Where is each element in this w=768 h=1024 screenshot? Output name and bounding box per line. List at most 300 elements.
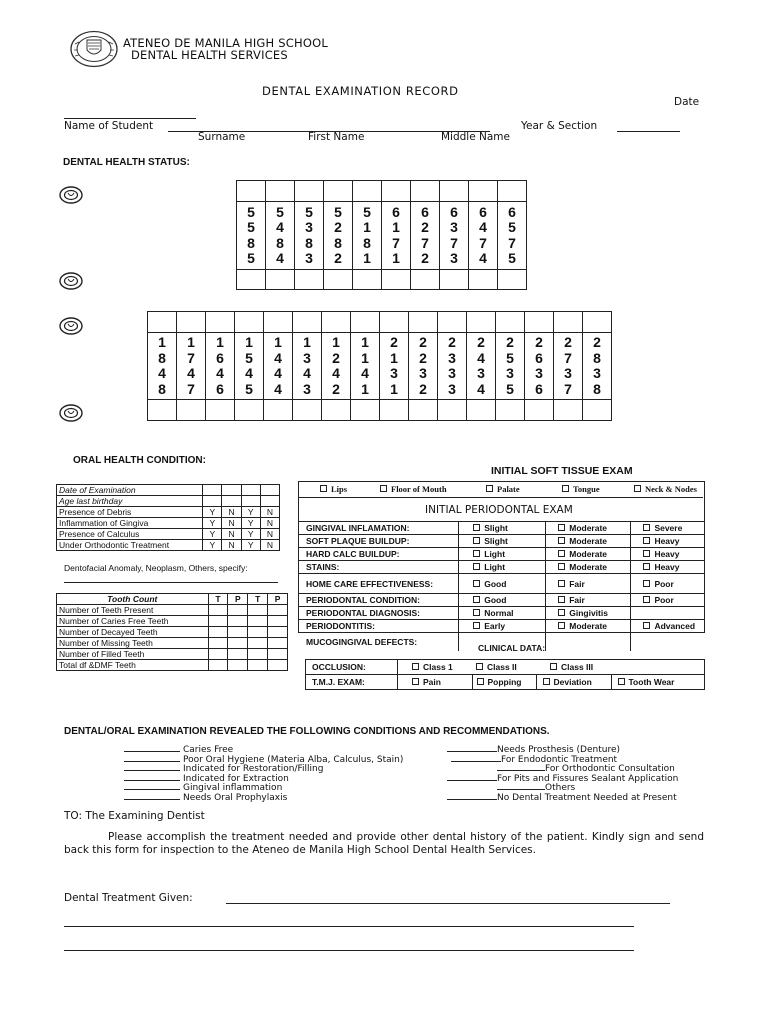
periodontal-option-label: Poor bbox=[654, 595, 674, 605]
primary-tooth-bottom-cell[interactable] bbox=[237, 270, 266, 290]
oral-health-cell[interactable]: N bbox=[260, 529, 279, 540]
tooth-number-lower: 7 5 bbox=[508, 234, 516, 266]
occlusion-class-1[interactable]: Class 1 bbox=[398, 660, 473, 675]
surname-caption: Surname bbox=[198, 131, 246, 143]
tooth-number bbox=[469, 202, 498, 270]
periodontal-row-label: PERIODONTAL DIAGNOSIS: bbox=[298, 607, 459, 620]
oral-health-cell[interactable] bbox=[241, 485, 260, 496]
year-section-field[interactable] bbox=[617, 131, 680, 132]
primary-tooth-bottom-cell[interactable] bbox=[440, 270, 469, 290]
checkbox-icon bbox=[558, 550, 565, 557]
periodontal-option-label: Slight bbox=[484, 523, 508, 533]
tooth-number-upper: 1 6 bbox=[216, 334, 224, 366]
soft-tissue-option[interactable] bbox=[320, 484, 347, 494]
checkbox-icon bbox=[558, 563, 565, 570]
tooth-number bbox=[467, 333, 496, 400]
tooth-number-lower: 4 1 bbox=[361, 365, 369, 397]
permanent-tooth-top-cell[interactable] bbox=[554, 312, 583, 333]
tooth-count-cell[interactable] bbox=[268, 638, 288, 649]
tooth-count-cell[interactable] bbox=[228, 660, 248, 671]
checkbox-icon bbox=[643, 524, 650, 531]
tooth-number bbox=[411, 202, 440, 270]
condition-blank[interactable] bbox=[124, 799, 180, 800]
periodontal-option-label: Normal bbox=[484, 608, 514, 618]
periodontal-option-label: Moderate bbox=[569, 536, 608, 546]
primary-tooth-top-cell[interactable] bbox=[411, 181, 440, 202]
tooth-number bbox=[380, 333, 409, 400]
soft-tissue-option-label: Palate bbox=[497, 484, 520, 494]
soft-tissue-option-label: Floor of Mouth bbox=[391, 484, 447, 494]
permanent-tooth-top-cell[interactable] bbox=[409, 312, 438, 333]
oral-health-cell[interactable]: Y bbox=[203, 529, 222, 540]
oral-health-cell[interactable]: N bbox=[222, 507, 241, 518]
tooth-number-lower: 4 4 bbox=[274, 365, 282, 397]
permanent-tooth-bottom-cell[interactable] bbox=[264, 400, 293, 421]
tooth-count-cell[interactable] bbox=[268, 627, 288, 638]
recommendation-blank[interactable] bbox=[497, 770, 545, 771]
primary-tooth-top-cell[interactable] bbox=[498, 181, 527, 202]
checkbox-icon bbox=[486, 485, 493, 492]
tooth-count-cell[interactable] bbox=[208, 638, 228, 649]
tooth-count-row-label: Number of Caries Free Teeth bbox=[57, 616, 209, 627]
tooth-count-header: P bbox=[268, 594, 288, 605]
primary-tooth-bottom-cell[interactable] bbox=[324, 270, 353, 290]
primary-tooth-bottom-cell[interactable] bbox=[498, 270, 527, 290]
periodontal-option[interactable] bbox=[546, 633, 631, 651]
oral-health-cell[interactable]: N bbox=[260, 507, 279, 518]
recommendation-label: For Endodontic Treatment bbox=[501, 754, 618, 765]
tooth-number-lower: 4 6 bbox=[216, 365, 224, 397]
oral-health-cell[interactable]: Y bbox=[241, 518, 260, 529]
oral-health-cell[interactable] bbox=[260, 485, 279, 496]
date-label: Date bbox=[674, 96, 700, 108]
periodontal-option[interactable] bbox=[459, 594, 546, 607]
primary-tooth-top-cell[interactable] bbox=[266, 181, 295, 202]
periodontal-option[interactable] bbox=[631, 633, 704, 651]
tooth-number-lower: 8 4 bbox=[276, 234, 284, 266]
primary-tooth-top-cell[interactable] bbox=[353, 181, 382, 202]
tooth-count-row-label: Number of Decayed Teeth bbox=[57, 627, 209, 638]
tooth-count-row-label: Number of Filled Teeth bbox=[57, 649, 209, 660]
letter-recipient: TO: The Examining Dentist bbox=[64, 810, 205, 822]
form-title: DENTAL EXAMINATION RECORD bbox=[262, 84, 459, 98]
tooth-count-cell[interactable] bbox=[228, 638, 248, 649]
oral-health-row-label: Date of Examination bbox=[57, 485, 203, 496]
periodontal-option[interactable] bbox=[631, 548, 704, 561]
periodontal-option-label: Fair bbox=[569, 595, 585, 605]
periodontal-option[interactable] bbox=[546, 574, 631, 594]
anomaly-label: Dentofacial Anomaly, Neoplasm, Others, specify: bbox=[64, 563, 248, 573]
tooth-count-cell[interactable] bbox=[268, 660, 288, 671]
periodontal-option[interactable] bbox=[546, 607, 631, 620]
tooth-number-lower: 3 1 bbox=[390, 365, 398, 397]
periodontal-option[interactable] bbox=[459, 535, 546, 548]
periodontal-heading: INITIAL PERIODONTAL EXAM bbox=[425, 504, 573, 516]
tooth-number-upper: 1 1 bbox=[361, 334, 369, 366]
permanent-tooth-bottom-cell[interactable] bbox=[293, 400, 322, 421]
school-seal-logo bbox=[69, 30, 119, 68]
tooth-number bbox=[353, 202, 382, 270]
permanent-tooth-bottom-cell[interactable] bbox=[438, 400, 467, 421]
occlusion-class-2[interactable]: Class II bbox=[472, 660, 536, 675]
tmj-pain[interactable]: Pain bbox=[398, 675, 473, 690]
primary-tooth-bottom-cell[interactable] bbox=[353, 270, 382, 290]
tooth-number bbox=[382, 202, 411, 270]
oral-health-cell[interactable]: Y bbox=[241, 507, 260, 518]
checkbox-icon bbox=[558, 580, 565, 587]
tooth-number bbox=[496, 333, 525, 400]
permanent-tooth-top-cell[interactable] bbox=[467, 312, 496, 333]
checkbox-icon bbox=[643, 537, 650, 544]
tooth-number bbox=[266, 202, 295, 270]
soft-tissue-option[interactable] bbox=[562, 484, 600, 494]
permanent-tooth-bottom-cell[interactable] bbox=[496, 400, 525, 421]
periodontal-option-label: Light bbox=[484, 549, 506, 559]
checkbox-icon bbox=[643, 563, 650, 570]
periodontal-option-label: Light bbox=[484, 562, 506, 572]
oral-health-row-label: Presence of Calculus bbox=[57, 529, 203, 540]
permanent-tooth-bottom-cell[interactable] bbox=[409, 400, 438, 421]
occlusion-class-3[interactable]: Class III bbox=[536, 660, 705, 675]
oral-health-cell[interactable]: N bbox=[260, 518, 279, 529]
tooth-count-cell[interactable] bbox=[208, 616, 228, 627]
periodontal-option[interactable] bbox=[546, 594, 631, 607]
primary-tooth-bottom-cell[interactable] bbox=[469, 270, 498, 290]
tooth-number bbox=[351, 333, 380, 400]
soft-tissue-options bbox=[300, 484, 703, 496]
primary-tooth-bottom-cell[interactable] bbox=[411, 270, 440, 290]
checkbox-icon bbox=[558, 596, 565, 603]
checkbox-icon bbox=[643, 622, 650, 629]
primary-tooth-top-cell[interactable] bbox=[295, 181, 324, 202]
oral-health-row-label: Age last birthday bbox=[57, 496, 203, 507]
recommendation-label: For Pits and Fissures Sealant Application bbox=[497, 773, 679, 784]
periodontal-option[interactable] bbox=[546, 561, 631, 574]
periodontal-option[interactable] bbox=[631, 561, 704, 574]
tooth-count-row-label: Number of Teeth Present bbox=[57, 605, 209, 616]
periodontal-option[interactable] bbox=[459, 607, 546, 620]
primary-tooth-bottom-cell[interactable] bbox=[295, 270, 324, 290]
tooth-count-row-label: Total df &DMF Teeth bbox=[57, 660, 209, 671]
tooth-count-cell[interactable] bbox=[268, 616, 288, 627]
periodontal-option-label: Moderate bbox=[569, 621, 608, 631]
condition-label: Indicated for Restoration/Filling bbox=[183, 764, 324, 775]
oral-health-cell[interactable] bbox=[222, 485, 241, 496]
oral-health-cell[interactable]: Y bbox=[241, 529, 260, 540]
tooth-number-lower: 3 2 bbox=[419, 365, 427, 397]
condition-blank[interactable] bbox=[124, 789, 180, 790]
tooth-number bbox=[264, 333, 293, 400]
permanent-tooth-top-cell[interactable] bbox=[293, 312, 322, 333]
soft-tissue-option[interactable] bbox=[486, 484, 520, 494]
periodontal-option[interactable] bbox=[459, 522, 546, 535]
permanent-tooth-bottom-cell[interactable] bbox=[206, 400, 235, 421]
checkbox-icon bbox=[558, 537, 565, 544]
tooth-number bbox=[498, 202, 527, 270]
permanent-tooth-bottom-cell[interactable] bbox=[380, 400, 409, 421]
tooth-diagram-icon bbox=[58, 316, 84, 336]
periodontal-option-label: Severe bbox=[654, 523, 683, 533]
permanent-tooth-top-cell[interactable] bbox=[380, 312, 409, 333]
condition-blank[interactable] bbox=[124, 780, 180, 781]
checkbox-icon bbox=[473, 622, 480, 629]
periodontal-row-label: GINGIVAL INFLAMATION: bbox=[298, 522, 459, 535]
periodontal-option[interactable] bbox=[459, 561, 546, 574]
permanent-tooth-bottom-cell[interactable] bbox=[322, 400, 351, 421]
permanent-tooth-top-cell[interactable] bbox=[206, 312, 235, 333]
permanent-tooth-bottom-cell[interactable] bbox=[525, 400, 554, 421]
periodontal-option[interactable] bbox=[546, 522, 631, 535]
periodontal-option-label: Slight bbox=[484, 536, 508, 546]
tooth-number bbox=[293, 333, 322, 400]
tooth-count-cell[interactable] bbox=[248, 627, 268, 638]
periodontal-option[interactable] bbox=[459, 548, 546, 561]
tooth-count-cell[interactable] bbox=[228, 649, 248, 660]
tooth-number-upper: 1 4 bbox=[274, 334, 282, 366]
tooth-number-upper: 2 5 bbox=[506, 334, 514, 366]
periodontal-option-label: Heavy bbox=[654, 536, 680, 546]
recommendation-label: No Dental Treatment Needed at Present bbox=[497, 792, 677, 803]
tooth-number-upper: 5 2 bbox=[334, 203, 342, 235]
periodontal-option[interactable] bbox=[459, 620, 546, 633]
permanent-tooth-bottom-cell[interactable] bbox=[467, 400, 496, 421]
periodontal-option[interactable] bbox=[459, 574, 546, 594]
tooth-count-row-label: Number of Missing Teeth bbox=[57, 638, 209, 649]
tooth-count-cell[interactable] bbox=[208, 660, 228, 671]
checkbox-icon bbox=[473, 563, 480, 570]
permanent-tooth-top-cell[interactable] bbox=[148, 312, 177, 333]
tooth-count-cell[interactable] bbox=[268, 605, 288, 616]
soft-tissue-divider bbox=[298, 497, 703, 498]
tooth-number-upper: 1 5 bbox=[245, 334, 253, 366]
year-section-label: Year & Section bbox=[521, 120, 598, 132]
periodontal-option-label: Good bbox=[484, 595, 507, 605]
periodontal-option[interactable] bbox=[631, 522, 704, 535]
tmj-tooth-wear[interactable]: Tooth Wear bbox=[611, 675, 705, 690]
recommendation-label: Needs Prosthesis (Denture) bbox=[497, 745, 621, 755]
recommendation-item[interactable] bbox=[447, 794, 678, 804]
checkbox-icon bbox=[320, 485, 327, 492]
condition-blank[interactable] bbox=[124, 770, 180, 771]
tooth-number-lower: 3 8 bbox=[593, 365, 601, 397]
tooth-count-cell[interactable] bbox=[208, 605, 228, 616]
tooth-number-upper: 2 7 bbox=[564, 334, 572, 366]
permanent-tooth-bottom-cell[interactable] bbox=[583, 400, 612, 421]
primary-tooth-top-cell[interactable] bbox=[469, 181, 498, 202]
tooth-count-cell[interactable] bbox=[208, 649, 228, 660]
letter-body: Please accomplish the treatment needed and provide other dental history of the patient. Kindly sign and send back this form for inspection to the Ateneo de Manila High School Dental Health Services. bbox=[64, 831, 704, 856]
oral-health-cell[interactable]: Y bbox=[241, 540, 260, 551]
permanent-tooth-bottom-cell[interactable] bbox=[235, 400, 264, 421]
oral-health-cell[interactable] bbox=[260, 496, 279, 507]
primary-tooth-top-cell[interactable] bbox=[382, 181, 411, 202]
tooth-number-upper: 6 3 bbox=[450, 203, 458, 235]
condition-blank[interactable] bbox=[124, 751, 180, 752]
dental-health-heading: DENTAL HEALTH STATUS: bbox=[63, 157, 190, 168]
treatment-line-3[interactable] bbox=[64, 950, 634, 951]
tmj-popping[interactable]: Popping bbox=[472, 675, 536, 690]
tooth-number bbox=[438, 333, 467, 400]
checkbox-icon bbox=[380, 485, 387, 492]
tooth-number-upper: 5 4 bbox=[276, 203, 284, 235]
tooth-diagram-icon bbox=[58, 403, 84, 423]
tooth-count-cell[interactable] bbox=[248, 616, 268, 627]
tooth-number-lower: 4 7 bbox=[187, 365, 195, 397]
recommendation-blank[interactable] bbox=[497, 789, 545, 790]
recommendation-blank[interactable] bbox=[451, 761, 501, 762]
tooth-number-lower: 7 1 bbox=[392, 234, 400, 266]
checkbox-icon bbox=[473, 550, 480, 557]
checkbox-icon bbox=[558, 609, 565, 616]
permanent-tooth-top-cell[interactable] bbox=[583, 312, 612, 333]
oral-health-cell[interactable]: N bbox=[222, 540, 241, 551]
tooth-count-header: P bbox=[228, 594, 248, 605]
periodontal-option-label: Gingivitis bbox=[569, 608, 608, 618]
tooth-count-cell[interactable] bbox=[268, 649, 288, 660]
tooth-count-header: T bbox=[248, 594, 268, 605]
tooth-number-lower: 3 6 bbox=[535, 365, 543, 397]
tooth-number-lower: 8 2 bbox=[334, 234, 342, 266]
permanent-tooth-top-cell[interactable] bbox=[235, 312, 264, 333]
periodontal-option-label: Moderate bbox=[569, 549, 608, 559]
tooth-number-upper: 2 2 bbox=[419, 334, 427, 366]
name-label: Name of Student bbox=[64, 120, 154, 132]
tooth-number-upper: 1 7 bbox=[187, 334, 195, 366]
permanent-tooth-top-cell[interactable] bbox=[438, 312, 467, 333]
periodontal-option[interactable] bbox=[631, 620, 704, 633]
periodontal-option[interactable] bbox=[631, 607, 704, 620]
oral-health-cell[interactable] bbox=[203, 485, 222, 496]
checkbox-icon bbox=[473, 580, 480, 587]
soft-tissue-option-label: Tongue bbox=[573, 484, 600, 494]
tooth-count-cell[interactable] bbox=[228, 627, 248, 638]
oral-health-cell[interactable]: Y bbox=[203, 518, 222, 529]
permanent-tooth-bottom-cell[interactable] bbox=[148, 400, 177, 421]
periodontal-option[interactable] bbox=[546, 535, 631, 548]
soft-tissue-option[interactable] bbox=[634, 484, 697, 494]
recommendation-blank[interactable] bbox=[447, 780, 497, 781]
clinical-table bbox=[305, 659, 705, 690]
primary-tooth-top-cell[interactable] bbox=[237, 181, 266, 202]
tmj-deviation[interactable]: Deviation bbox=[536, 675, 611, 690]
periodontal-option[interactable] bbox=[546, 620, 631, 633]
permanent-teeth-chart bbox=[147, 311, 612, 421]
checkbox-icon bbox=[473, 596, 480, 603]
primary-tooth-top-cell[interactable] bbox=[324, 181, 353, 202]
periodontal-option-label: Early bbox=[484, 621, 506, 631]
tooth-count-cell[interactable] bbox=[228, 616, 248, 627]
tooth-number-upper: 2 8 bbox=[593, 334, 601, 366]
recommendation-blank[interactable] bbox=[447, 751, 497, 752]
periodontal-option[interactable] bbox=[631, 594, 704, 607]
oral-health-cell[interactable] bbox=[222, 496, 241, 507]
periodontal-row-label: PERIODONTAL CONDITION: bbox=[298, 594, 459, 607]
tooth-count-header: T bbox=[208, 594, 228, 605]
tooth-count-cell[interactable] bbox=[208, 627, 228, 638]
conditions-left-list bbox=[124, 746, 403, 804]
tooth-count-cell[interactable] bbox=[228, 605, 248, 616]
permanent-tooth-top-cell[interactable] bbox=[322, 312, 351, 333]
department-name: DENTAL HEALTH SERVICES bbox=[131, 48, 288, 62]
treatment-line-2[interactable] bbox=[64, 926, 634, 927]
recommendation-label: Others bbox=[545, 783, 576, 794]
primary-tooth-bottom-cell[interactable] bbox=[382, 270, 411, 290]
tooth-number bbox=[554, 333, 583, 400]
clinical-heading: CLINICAL DATA: bbox=[478, 643, 546, 653]
tooth-number-upper: 2 3 bbox=[448, 334, 456, 366]
periodontal-option[interactable] bbox=[546, 548, 631, 561]
tooth-number-lower: 3 7 bbox=[564, 365, 572, 397]
condition-blank[interactable] bbox=[124, 761, 180, 762]
periodontal-option[interactable] bbox=[631, 574, 704, 594]
checkbox-icon bbox=[643, 550, 650, 557]
periodontal-option-label: Advanced bbox=[654, 621, 696, 631]
oral-health-cell[interactable] bbox=[241, 496, 260, 507]
tooth-number-upper: 5 1 bbox=[363, 203, 371, 235]
periodontal-option-label: Poor bbox=[654, 578, 674, 589]
checkbox-icon bbox=[643, 580, 650, 587]
periodontal-option-label: Fair bbox=[569, 578, 585, 589]
condition-item[interactable] bbox=[124, 794, 403, 804]
periodontal-option-label: Moderate bbox=[569, 523, 608, 533]
date-line[interactable] bbox=[64, 118, 196, 119]
tooth-count-cell[interactable] bbox=[248, 660, 268, 671]
anomaly-field[interactable] bbox=[64, 582, 278, 583]
periodontal-option-label: Heavy bbox=[654, 549, 680, 559]
oral-health-cell[interactable]: Y bbox=[203, 540, 222, 551]
recommendation-blank[interactable] bbox=[447, 799, 497, 800]
condition-label: Indicated for Extraction bbox=[183, 773, 289, 784]
periodontal-option-label: Moderate bbox=[569, 562, 608, 572]
oral-health-cell[interactable]: N bbox=[222, 529, 241, 540]
oral-health-heading: ORAL HEALTH CONDITION: bbox=[73, 455, 206, 466]
permanent-tooth-top-cell[interactable] bbox=[496, 312, 525, 333]
permanent-tooth-top-cell[interactable] bbox=[177, 312, 206, 333]
tooth-number-lower: 8 1 bbox=[363, 234, 371, 266]
permanent-tooth-bottom-cell[interactable] bbox=[351, 400, 380, 421]
permanent-tooth-bottom-cell[interactable] bbox=[554, 400, 583, 421]
tooth-count-cell[interactable] bbox=[248, 605, 268, 616]
tooth-number-lower: 3 5 bbox=[506, 365, 514, 397]
tooth-number bbox=[235, 333, 264, 400]
tooth-count-cell[interactable] bbox=[248, 649, 268, 660]
permanent-tooth-top-cell[interactable] bbox=[525, 312, 554, 333]
primary-tooth-top-cell[interactable] bbox=[440, 181, 469, 202]
periodontal-row-label: STAINS: bbox=[298, 561, 459, 574]
tooth-number-upper: 1 3 bbox=[303, 334, 311, 366]
oral-health-row-label: Inflammation of Gingiva bbox=[57, 518, 203, 529]
tooth-count-cell[interactable] bbox=[248, 638, 268, 649]
conditions-heading: DENTAL/ORAL EXAMINATION REVEALED THE FOLLOWING CONDITIONS AND RECOMMENDATIONS. bbox=[64, 726, 550, 737]
condition-label: Poor Oral Hygiene (Materia Alba, Calculus, Stain) bbox=[183, 754, 404, 765]
oral-health-cell[interactable]: N bbox=[222, 518, 241, 529]
permanent-tooth-top-cell[interactable] bbox=[351, 312, 380, 333]
oral-health-cell[interactable]: Y bbox=[203, 507, 222, 518]
permanent-tooth-bottom-cell[interactable] bbox=[177, 400, 206, 421]
permanent-tooth-top-cell[interactable] bbox=[264, 312, 293, 333]
tooth-number-lower: 3 3 bbox=[448, 365, 456, 397]
tooth-number bbox=[583, 333, 612, 400]
treatment-field[interactable] bbox=[226, 903, 670, 904]
tooth-count-header: Tooth Count bbox=[57, 594, 209, 605]
tooth-number bbox=[322, 333, 351, 400]
oral-health-cell[interactable]: N bbox=[260, 540, 279, 551]
soft-tissue-option[interactable] bbox=[380, 484, 447, 494]
periodontal-option[interactable] bbox=[631, 535, 704, 548]
periodontal-row-label: HARD CALC BUILDUP: bbox=[298, 548, 459, 561]
oral-health-cell[interactable] bbox=[203, 496, 222, 507]
primary-tooth-bottom-cell[interactable] bbox=[266, 270, 295, 290]
